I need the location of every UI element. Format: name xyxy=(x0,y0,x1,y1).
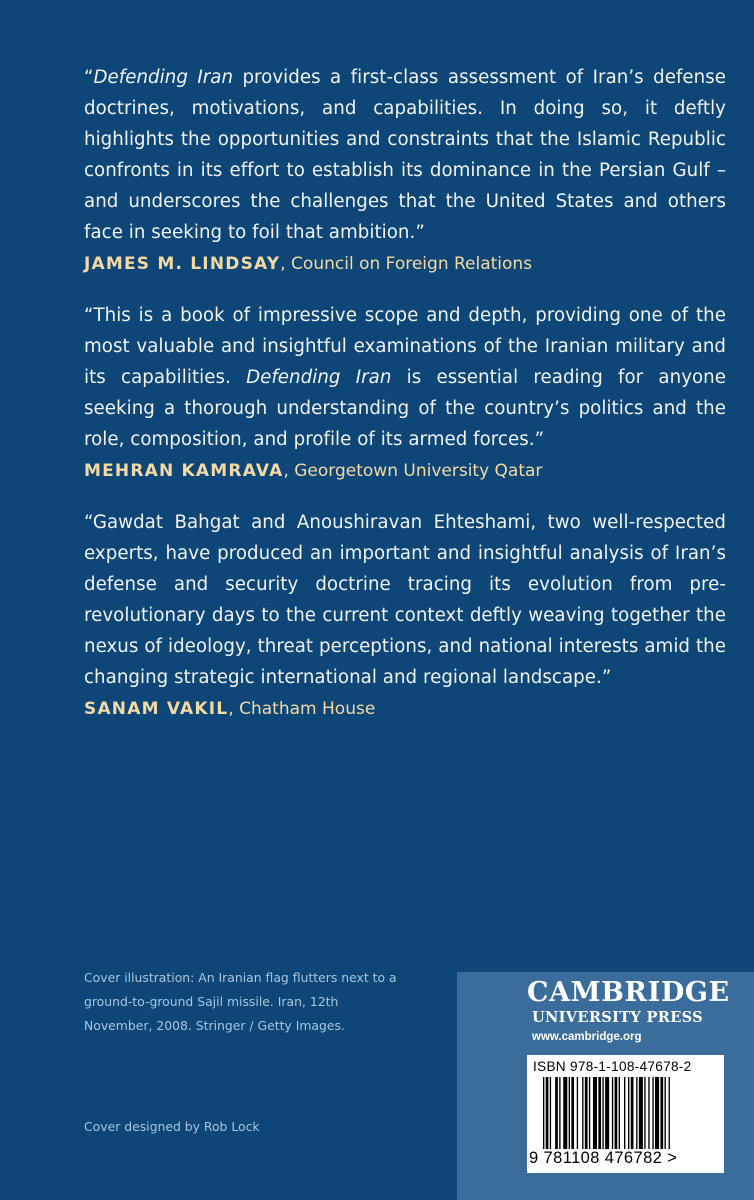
isbn-text: ISBN 978-1-108-47678-2 xyxy=(533,1059,692,1074)
quote-text: “Gawdat Bahgat and Anoushiravan Ehteshami, two well-respected experts, have produced an important and insightful analysis of Iran’s defense and security doctrine tracing its evolution from pre-revolutionary days to the current context deftly weaving together the nexus of ideology, threat perceptions, and national interests amid the changing strategic international and regional landscape.” xyxy=(84,512,726,688)
publisher-website: www.cambridge.org xyxy=(532,1031,642,1043)
endorser-name: SANAM VAKIL xyxy=(84,699,229,719)
barcode-stripe xyxy=(655,1077,659,1149)
barcode-stripe xyxy=(636,1077,637,1149)
barcode-stripe xyxy=(631,1077,634,1149)
barcode-stripe xyxy=(605,1077,609,1149)
barcode-stripe xyxy=(665,1077,666,1149)
barcode-stripe xyxy=(652,1077,653,1149)
endorsement-vakil xyxy=(84,507,726,722)
barcode-stripe xyxy=(543,1077,544,1149)
barcode-stripe xyxy=(559,1077,560,1149)
endorser-affiliation: , Chatham House xyxy=(228,699,376,719)
book-title-italic: Defending Iran xyxy=(246,367,392,388)
barcode-stripe xyxy=(619,1077,620,1149)
quote-text: “Defending Iran provides a first-class assessment of Iran’s defense doctrines, motivations, and capabilities. In doing so, it deftly highlights the opportunities and constraints that the Islamic Republic confronts in its effort to establish its dominance in the Persian Gulf – and underscores the challenges that the United States and others face in seeking to foil that ambition.” xyxy=(84,67,726,243)
barcode-digits: 9 781108 476782 > xyxy=(529,1149,678,1167)
barcode-stripe xyxy=(582,1077,583,1149)
endorser-name: JAMES M. LINDSAY xyxy=(84,254,281,274)
endorsements xyxy=(84,62,726,745)
barcode-icon xyxy=(543,1077,711,1149)
barcode-stripe xyxy=(660,1077,663,1149)
cover-illustration-credit: Cover illustration: An Iranian flag flutters next to a ground-to-ground Sajil missile. Iran, 12th November, 2008. Stringer / Getty Images. xyxy=(84,970,397,1033)
barcode-stripe xyxy=(628,1077,629,1149)
endorser-name: MEHRAN KAMRAVA xyxy=(84,461,284,481)
cover-designer-credit: Cover designed by Rob Lock xyxy=(84,1119,260,1134)
barcode-stripe xyxy=(550,1077,551,1149)
barcode-stripe xyxy=(612,1077,613,1149)
barcode-stripe xyxy=(598,1077,601,1149)
endorser-affiliation: , Council on Foreign Relations xyxy=(280,254,533,274)
barcode-stripe xyxy=(546,1077,549,1149)
endorsement-lindsay xyxy=(84,62,726,277)
attribution xyxy=(84,696,726,722)
barcode-label xyxy=(527,1055,724,1173)
quote-text: “This is a book of impressive scope and depth, providing one of the most valuable and insightful examinations of the Iranian military and its capabilities. Defending Iran is essential reading for anyone seeking a thorough understanding of the country’s politics and the role, composition, and profile of its armed forces.” xyxy=(84,305,726,450)
publisher-press: UNIVERSITY PRESS xyxy=(532,1009,703,1026)
book-title-italic: Defending Iran xyxy=(93,67,234,88)
barcode-stripe xyxy=(563,1077,567,1149)
barcode-stripe xyxy=(569,1077,570,1149)
publisher-name: CAMBRIDGE xyxy=(527,977,730,1008)
publisher-panel xyxy=(457,972,754,1200)
barcode-stripe xyxy=(571,1077,574,1149)
barcode-stripe xyxy=(593,1077,597,1149)
barcode-stripe xyxy=(589,1077,590,1149)
barcode-stripe xyxy=(644,1077,645,1149)
attribution xyxy=(84,251,726,277)
barcode-stripe xyxy=(648,1077,649,1149)
barcode-stripe xyxy=(624,1077,625,1149)
barcode-stripe xyxy=(585,1077,588,1149)
endorsement-kamrava xyxy=(84,300,726,484)
barcode-stripe xyxy=(555,1077,558,1149)
barcode-stripe xyxy=(602,1077,603,1149)
barcode-stripe xyxy=(639,1077,643,1149)
barcode-stripe xyxy=(577,1077,578,1149)
attribution xyxy=(84,458,726,484)
barcode-stripe xyxy=(669,1077,670,1149)
endorser-affiliation: , Georgetown University Qatar xyxy=(283,461,543,481)
barcode-stripe xyxy=(615,1077,618,1149)
